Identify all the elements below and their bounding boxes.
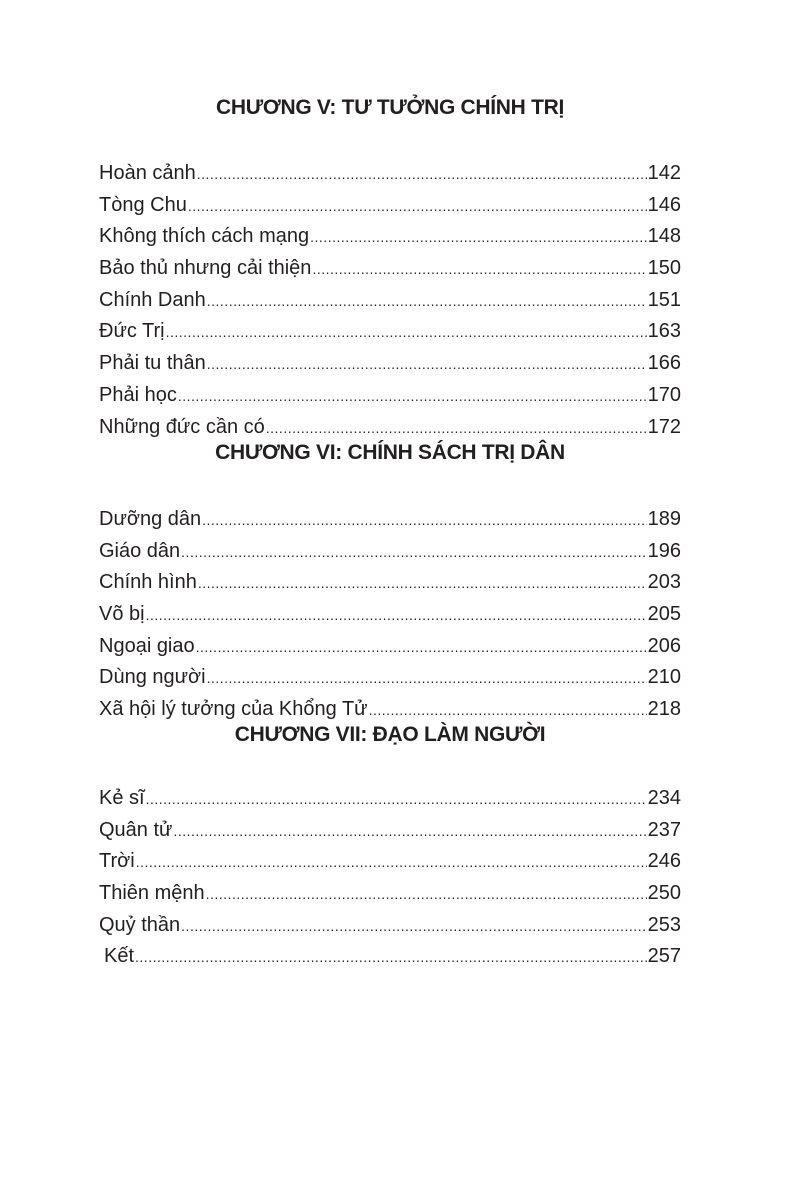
entry-page-number: 163 [647, 320, 681, 343]
entry-page-number: 196 [647, 539, 681, 562]
entry-label: Võ bị [99, 603, 145, 626]
entry-label: Không thích cách mạng [99, 225, 310, 248]
toc-entry-tong-chu[interactable] [99, 190, 681, 222]
dot-leader [188, 191, 647, 223]
toc-entry-duong-dan[interactable] [99, 504, 681, 536]
entry-page-number: 189 [647, 508, 681, 530]
dot-leader [173, 816, 646, 848]
toc-entry-chinh-danh[interactable] [99, 285, 681, 317]
entry-label: Những đức cần có [99, 415, 265, 438]
entry-page-number: 237 [647, 818, 681, 841]
entry-label: Kết [104, 945, 135, 968]
toc-entry-dung-nguoi[interactable] [99, 662, 681, 694]
dot-leader [136, 847, 647, 879]
toc-entry-giao-dan[interactable] [99, 536, 681, 568]
entry-page-number: 170 [647, 383, 681, 406]
entry-label: Đức Trị [99, 320, 165, 343]
entry-page-number: 257 [647, 945, 681, 968]
entry-label: Chính Danh [99, 288, 206, 311]
entry-label: Thiên mệnh [99, 882, 205, 905]
entry-page-number: 250 [647, 882, 681, 905]
entry-page-number: 234 [647, 787, 681, 809]
dot-leader [178, 381, 647, 413]
dot-leader [146, 600, 647, 632]
chapter-title: CHƯƠNG V: TƯ TƯỞNG CHÍNH TRỊ [215, 96, 565, 119]
dot-leader [196, 632, 647, 664]
entry-page-number: 218 [647, 698, 681, 721]
entry-page-number: 210 [647, 666, 681, 689]
toc-entry-quan-tu[interactable] [99, 815, 681, 847]
toc-entry-phai-hoc[interactable] [99, 380, 681, 412]
toc-entry-bao-thu[interactable] [99, 253, 681, 285]
toc-entry-quy-than[interactable] [99, 910, 681, 942]
entry-label: Xã hội lý tưởng của Khổng Tử [99, 698, 368, 721]
dot-leader [206, 879, 647, 911]
entry-label: Chính hình [99, 571, 197, 594]
chapter-entries [99, 504, 681, 726]
chapter-title: CHƯƠNG VI: CHÍNH SÁCH TRỊ DÂN [215, 441, 565, 464]
chapter-title: CHƯƠNG VII: ĐẠO LÀM NGƯỜI [234, 723, 546, 746]
toc-entry-duc-tri[interactable] [99, 316, 681, 348]
entry-label: Quỷ thần [99, 913, 181, 936]
entry-label: Quân tử [99, 818, 173, 841]
entry-page-number: 166 [647, 352, 681, 375]
toc-entry-ngoai-giao[interactable] [99, 631, 681, 663]
dot-leader [181, 537, 646, 569]
entry-page-number: 253 [647, 913, 681, 936]
entry-page-number: 205 [647, 603, 681, 626]
toc-entry-vo-bi[interactable] [99, 599, 681, 631]
toc-entry-phai-tu-than[interactable] [99, 348, 681, 380]
entry-page-number: 172 [647, 415, 681, 438]
entry-page-number: 142 [647, 162, 681, 184]
entry-page-number: 146 [647, 193, 681, 216]
entry-page-number: 150 [647, 257, 681, 280]
chapter-5 [99, 93, 681, 443]
toc-entry-ke-si[interactable] [99, 783, 681, 815]
chapter-entries [99, 158, 681, 443]
entry-label: Hoàn cảnh [99, 162, 196, 184]
dot-leader [198, 568, 647, 600]
toc-entry-khong-thich-cach-mang[interactable] [99, 221, 681, 253]
dot-leader [207, 349, 647, 381]
toc-entry-troi[interactable] [99, 846, 681, 878]
entry-label: Dưỡng dân [99, 508, 202, 530]
entry-page-number: 151 [647, 288, 681, 311]
entry-label: Bảo thủ nhưng cải thiện [99, 257, 312, 280]
entry-label: Phải học [99, 383, 177, 406]
entry-label: Giáo dân [99, 539, 181, 562]
dot-leader [146, 784, 647, 816]
toc-entry-ket[interactable] [99, 941, 681, 973]
dot-leader [207, 663, 647, 695]
dot-leader [135, 942, 647, 974]
entry-label: Kẻ sĩ [99, 787, 145, 809]
dot-leader [197, 159, 647, 191]
toc-entry-chinh-hinh[interactable] [99, 567, 681, 599]
dot-leader [166, 317, 647, 349]
entry-page-number: 203 [647, 571, 681, 594]
dot-leader [312, 254, 646, 286]
entry-page-number: 206 [647, 634, 681, 657]
entry-page-number: 246 [647, 850, 681, 873]
entry-label: Tòng Chu [99, 193, 187, 216]
entry-label: Ngoại giao [99, 634, 195, 657]
entry-page-number: 148 [647, 225, 681, 248]
entry-label: Dùng người [99, 666, 206, 689]
entry-label: Phải tu thân [99, 352, 206, 375]
toc-entry-thien-menh[interactable] [99, 878, 681, 910]
entry-label: Trời [99, 850, 135, 873]
dot-leader [181, 911, 646, 943]
chapter-entries [99, 783, 681, 973]
toc-entry-hoan-canh[interactable] [99, 158, 681, 190]
dot-leader [202, 505, 647, 537]
chapter-7 [99, 720, 681, 973]
dot-leader [207, 286, 647, 318]
dot-leader [310, 222, 646, 254]
chapter-6 [99, 438, 681, 726]
